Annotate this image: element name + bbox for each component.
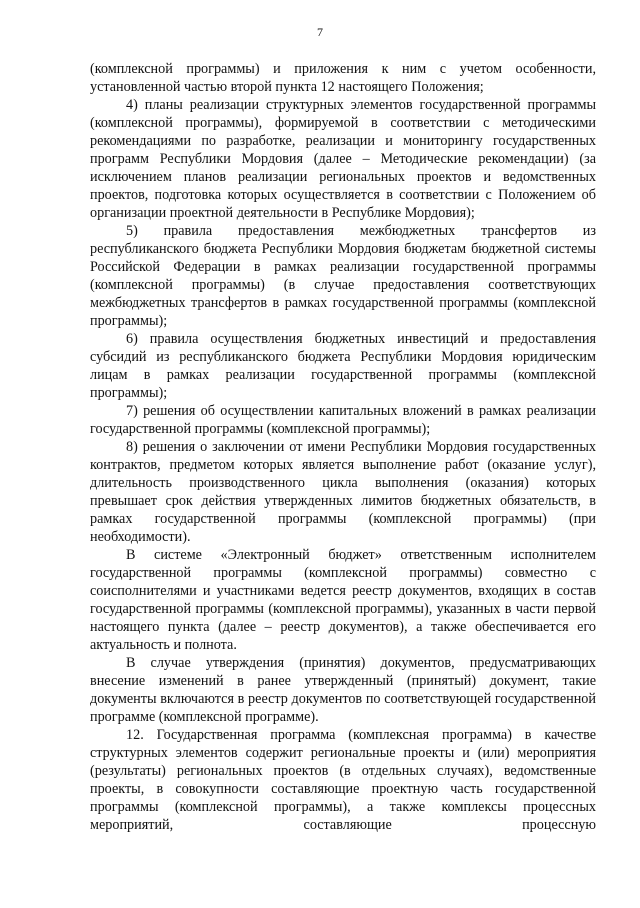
document-body — [90, 60, 596, 834]
paragraph-electronic-budget: В системе «Электронный бюджет» ответственным исполнителем государственной программы (комплексной программы) совместно с соисполнителями и участниками ведется реестр документов, входящих в состав государственной программы (комплексной программы), указанных в части первой настоящего пункта (далее – реестр документов), а также обеспечивается его актуальность и полнота. — [90, 547, 596, 653]
paragraph-section-12: 12. Государственная программа (комплексная программа) в качестве структурных элементов содержит региональные проекты и (или) мероприятия (результаты) региональных проектов (в отдельных случаях), ведомственные проекты, в совокупности составляющие проектную часть государственной программы (комплексной программы), а также комплексы процессных мероприятий, составляющие процессную — [90, 727, 596, 833]
paragraph-item-7: 7) решения об осуществлении капитальных вложений в рамках реализации государственной программы (комплексной программы); — [90, 403, 596, 437]
paragraph-item-8: 8) решения о заключении от имени Республики Мордовия государственных контрактов, предметом которых является выполнение работ (оказание услуг), длительность производственного цикла выполнения (оказания) которых превышает срок действия утвержденных лимитов бюджетных обязательств, в рамках государственной программы (комплексной программы) (при необходимости). — [90, 439, 596, 545]
paragraph-item-4: 4) планы реализации структурных элементов государственной программы (комплексной программы), формируемой в соответствии с методическими рекомендациями по разработке, реализации и мониторингу государственных программ Республики Мордовия (далее – Методические рекомендации) (за исключением планов реализации региональных проектов и ведомственных проектов, подготовка которых осуществляется в соответствии с Положением об организации проектной деятельности в Республике Мордовия); — [90, 97, 596, 221]
paragraph-item-5: 5) правила предоставления межбюджетных трансфертов из республиканского бюджета Республики Мордовия бюджетам бюджетной системы Российской Федерации в рамках реализации государственной программы (комплексной программы) (в случае предоставления соответствующих межбюджетных трансфертов в рамках государственной программы (комплексной программы); — [90, 223, 596, 329]
page-number: 7 — [317, 25, 323, 39]
paragraph-item-6: 6) правила осуществления бюджетных инвестиций и предоставления субсидий из республиканского бюджета Республики Мордовия юридическим лицам в рамках реализации государственной программы (комплексной программы); — [90, 331, 596, 401]
paragraph-continuation: (комплексной программы) и приложения к ним с учетом особенности, установленной частью второй пункта 12 настоящего Положения; — [90, 61, 596, 95]
paragraph-amendments: В случае утверждения (принятия) документов, предусматривающих внесение изменений в ранее утвержденный (принятый) документ, такие документы включаются в реестр документов по соответствующей государственной программе (комплексной программе). — [90, 655, 596, 725]
